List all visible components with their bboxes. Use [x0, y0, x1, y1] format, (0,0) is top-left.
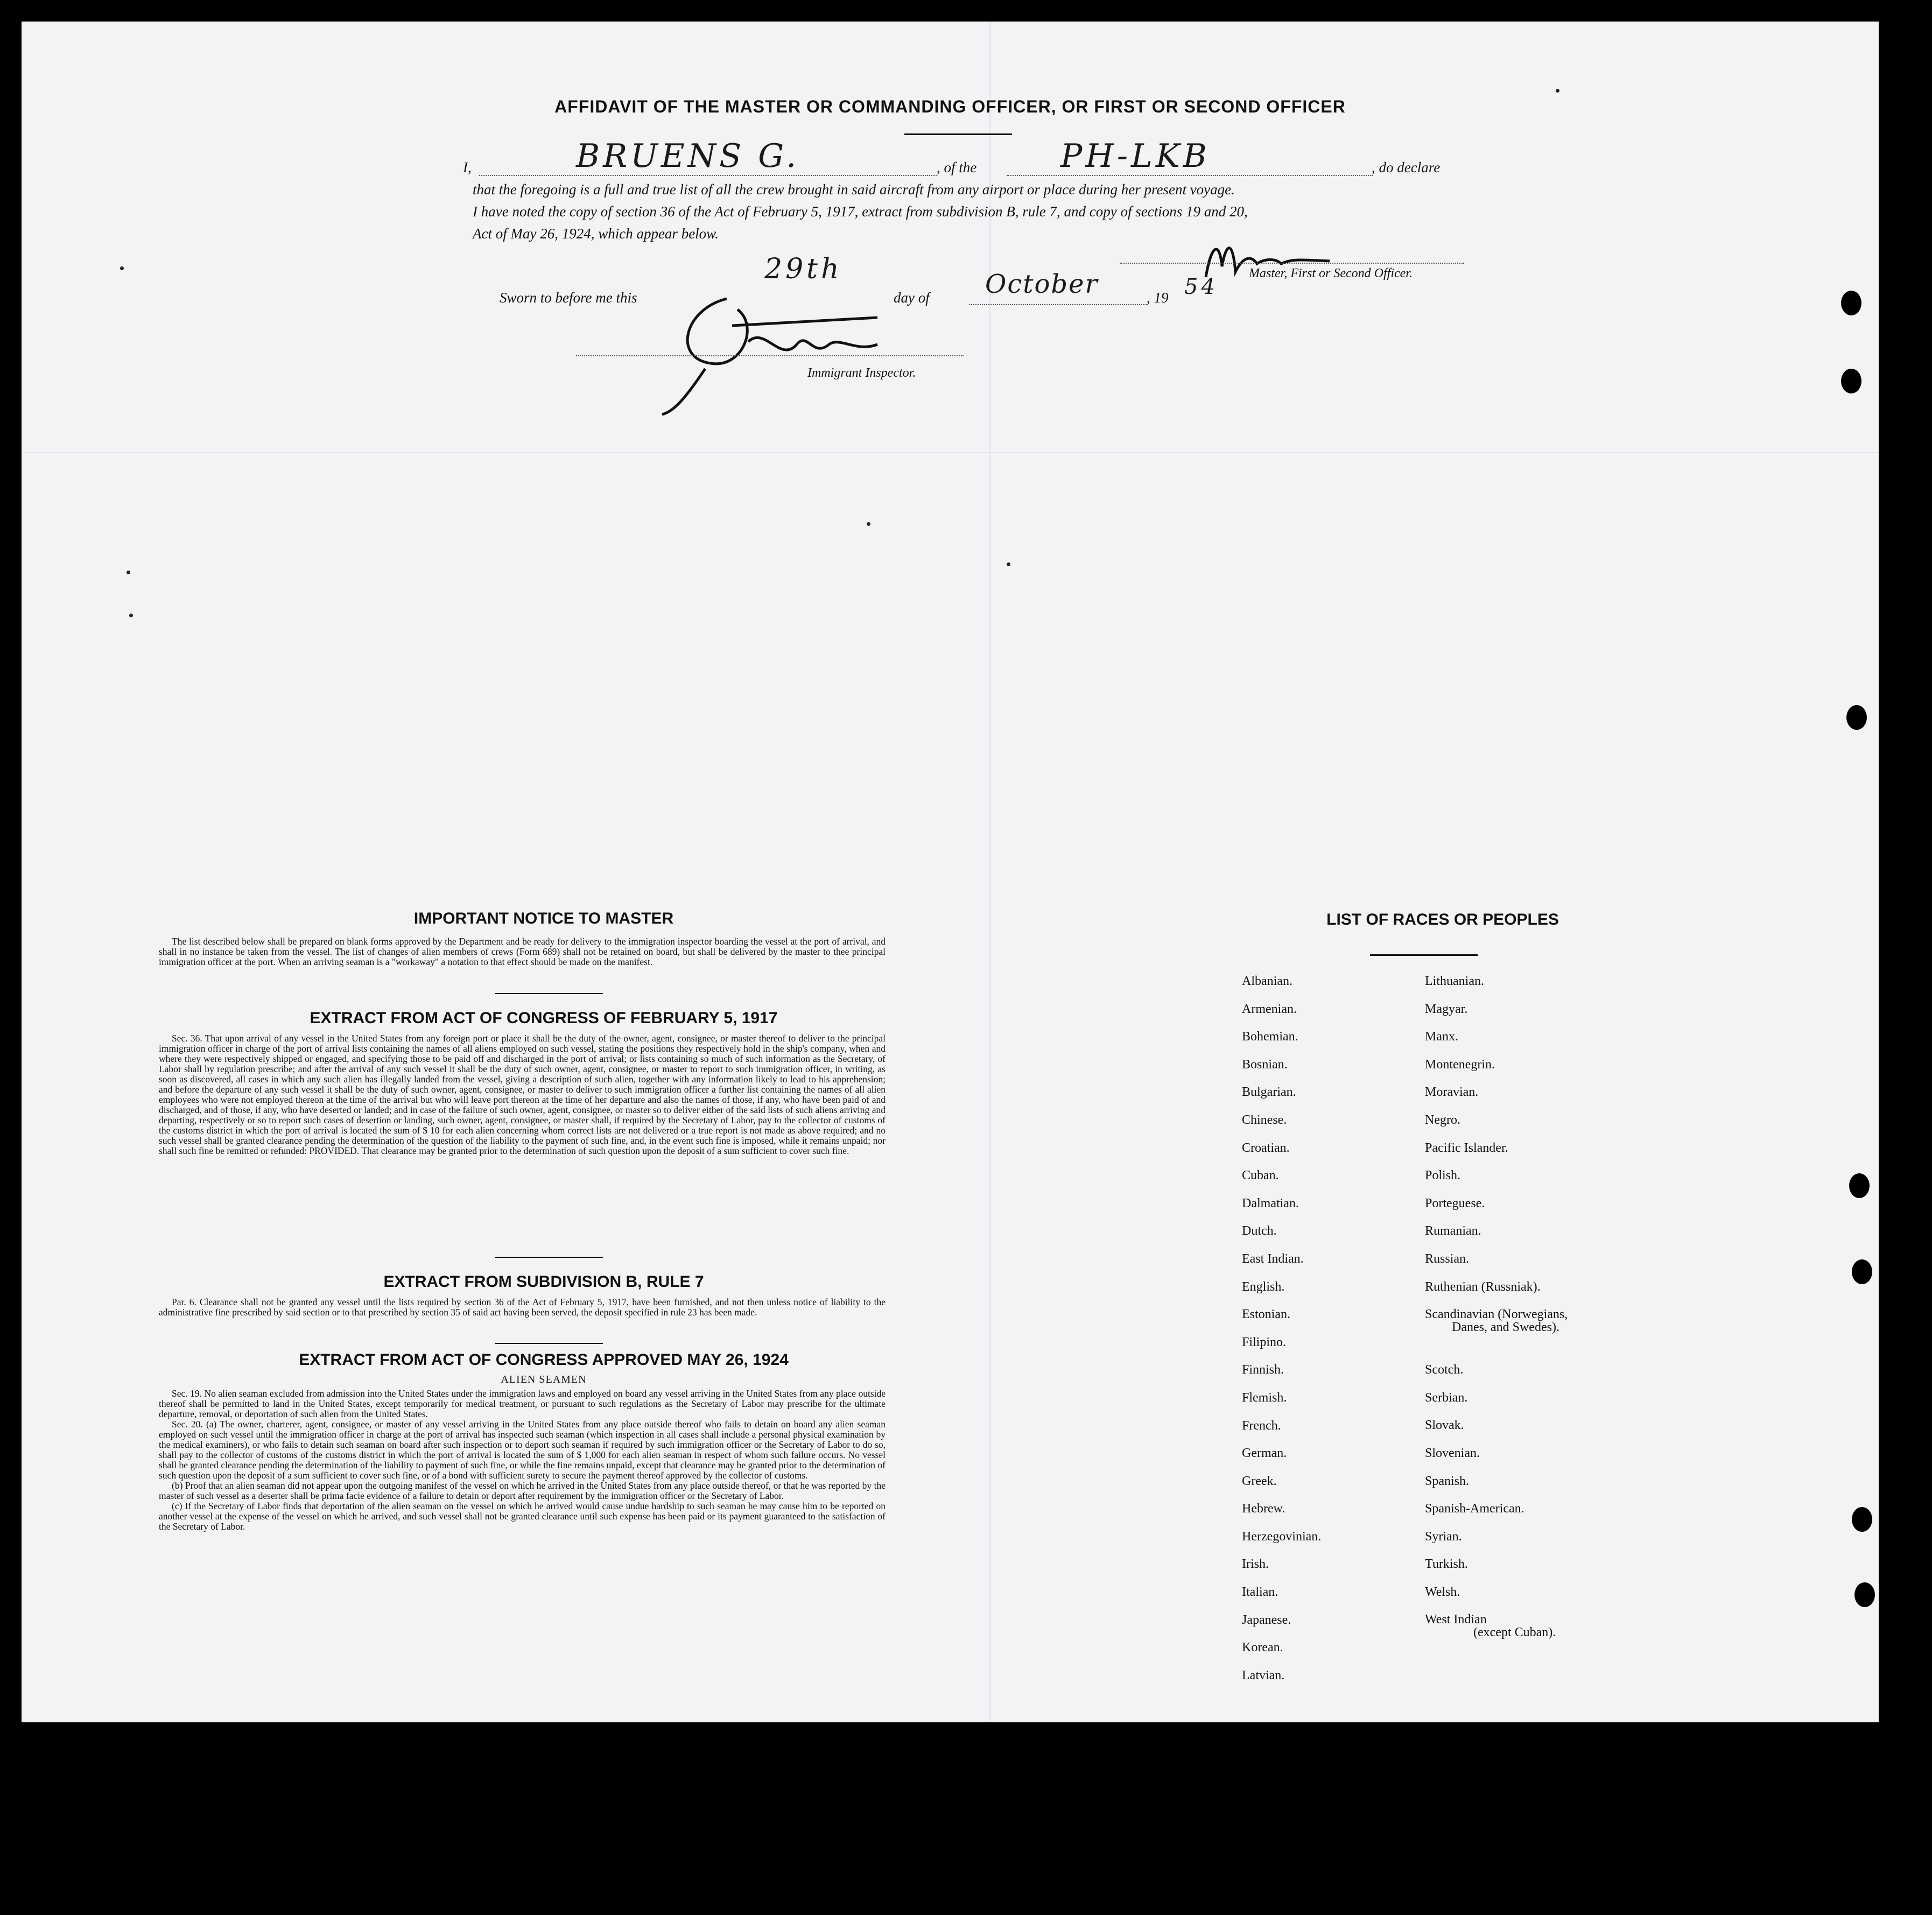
race-item: Magyar. — [1425, 1002, 1468, 1016]
race-item: Croatian. — [1242, 1140, 1290, 1155]
race-item: Japanese. — [1242, 1613, 1291, 1627]
document-page — [22, 22, 1879, 1722]
race-item: Chinese. — [1242, 1113, 1287, 1127]
sworn-text: Sworn to before me this — [500, 290, 637, 306]
affidavit-title: AFFIDAVIT OF THE MASTER OR COMMANDING OFFICER, OR FIRST OR SECOND OFFICER — [554, 97, 1346, 116]
extract-1924-title: EXTRACT FROM ACT OF CONGRESS APPROVED MAY 26, 1924 — [299, 1351, 789, 1369]
speck — [1556, 89, 1559, 93]
race-item: German. — [1242, 1446, 1287, 1461]
race-item: Irish. — [1242, 1557, 1269, 1572]
aircraft-line — [1007, 175, 1373, 176]
speck — [120, 266, 124, 270]
race-item: Pacific Islander. — [1425, 1140, 1508, 1155]
sworn-month-handwritten: October — [985, 269, 1099, 299]
signature-line — [1120, 263, 1464, 264]
master-signature — [1200, 234, 1340, 293]
races-title: LIST OF RACES OR PEOPLES — [1326, 911, 1559, 928]
master-name-handwritten: BRUENS G. — [576, 137, 800, 175]
sworn-year-prefix: , 19 — [1147, 290, 1169, 306]
sworn-year-handwritten: 54 — [1184, 274, 1218, 299]
race-item: Korean. — [1242, 1641, 1283, 1655]
race-item: Turkish. — [1425, 1557, 1468, 1572]
rule7-title: EXTRACT FROM SUBDIVISION B, RULE 7 — [383, 1273, 704, 1291]
speck — [1007, 562, 1010, 566]
race-item: English. — [1242, 1279, 1285, 1294]
extract-1917-text: Sec. 36. That upon arrival of any vessel in the United States from any foreign port or place it shall be the duty of the owner, agent, consignee, or master thereof to deliver to the principal immigration officer in charge of the port of arrival lists containing the names of all aliens employed on such vessel, stating the positions they respectively hold in the ship's company, when and where they were respectively shipped or engaged, and specifying those to be paid off and discharged in the port of arrival; or lists containing so much of such information as the Secretary, of Labor shall by regulation prescribe; and after the arrival of any such vessel it shall be the duty of such owner, agent, consignee, or master to report to such immigration officer, in writing, as soon as discovered, all cases in which any such alien has illegally landed from the vessel, giving a description of such alien, together with any information likely to lead to his apprehension; and before the departure of any such vessel it shall be the duty of such owner, agent, consignee, or master to deliver to such immigration officer a further list containing the names of all alien employees who were not employed thereon at the time of the arrival but who will leave port thereon at the time of her departure and also the names of those, if any, who have been paid of and discharged, and of those, if any, who have deserted or landed; and in case of the failure of such owner, agent, consignee, or master so to deliver either of the said lists of such aliens arriving and departing, respectively or so to report such cases of desertion or landing, such owner, agent, consignee, or master shall, if required by the Secretary of Labor, pay to the collector of customs of the customs district in which the port of arrival is located the sum of $ 10 for each alien concerning whom correct lists are not delivered or a true report is not made as above required; and no such vessel shall be granted clearance pending the determination of the question of the liability to the payment of such fine, and, in the event such fine is imposed, while it remains unpaid; nor shall such fine be remitted or refunded: PROVIDED. That clearance may be granted prior to the determination of such question upon the deposit of a sum sufficient to cover such fine. — [159, 1033, 886, 1156]
race-item: Porteguese. — [1425, 1196, 1485, 1210]
name-line — [479, 175, 937, 176]
race-item: Syrian. — [1425, 1529, 1462, 1544]
race-item-continuation: Danes, and Swedes). — [1452, 1320, 1559, 1335]
race-item: Scandinavian (Norwegians, — [1425, 1307, 1568, 1322]
race-item: Albanian. — [1242, 974, 1292, 988]
race-item: Bulgarian. — [1242, 1085, 1296, 1100]
rule — [495, 1343, 603, 1344]
race-item: Estonian. — [1242, 1307, 1290, 1322]
affidavit-of-the: , of the — [937, 159, 977, 175]
alien-seamen-subtitle: ALIEN SEAMEN — [501, 1374, 587, 1385]
inspector-label: Immigrant Inspector. — [807, 366, 916, 380]
race-item: Ruthenian (Russniak). — [1425, 1279, 1541, 1294]
race-item: Serbian. — [1425, 1390, 1468, 1405]
inspector-line — [576, 355, 964, 356]
race-item: Flemish. — [1242, 1390, 1287, 1405]
race-item: Bosnian. — [1242, 1057, 1288, 1072]
race-item: Finnish. — [1242, 1363, 1284, 1377]
race-item: Cuban. — [1242, 1168, 1279, 1183]
race-item: Greek. — [1242, 1474, 1277, 1488]
extract-1917-title: EXTRACT FROM ACT OF CONGRESS OF FEBRUARY 5, 1917 — [310, 1009, 778, 1027]
race-item: West Indian — [1425, 1613, 1487, 1627]
punch-hole — [1846, 705, 1867, 730]
speck — [867, 522, 870, 526]
punch-hole — [1852, 1259, 1872, 1284]
race-item: Rumanian. — [1425, 1224, 1481, 1238]
race-item: Hebrew. — [1242, 1502, 1285, 1516]
notice-text: The list described below shall be prepared on blank forms approved by the Department and be ready for delivery to the immigration inspector boarding the vessel at the port of arrival, and shall in no instance be taken from the vessel. The list of changes of alien members of crews (Form 689) shall not be retained on board, but shall be delivered by the master to thee principal immigration officer at the port. When an arriving seaman is a "workaway" a notation to that effect should be made on the manifest. — [159, 936, 886, 967]
race-item: Polish. — [1425, 1168, 1461, 1183]
rule7-text: Par. 6. Clearance shall not be granted any vessel until the lists required by section 36 of the Act of February 5, 1917, have been furnished, and not then unless notice of liability to the administrative fine prescribed by said section or to that prescribed by section 35 of said act having been served, the deposit specified in rule 23 has been made. — [159, 1297, 886, 1318]
title-rule — [904, 133, 1012, 135]
extract-1924-text: Sec. 19. No alien seaman excluded from admission into the United States under the immigration laws and employed on board any vessel arriving in the United States from any place outside thereof shall be permitted to land in the United States, except temporarily for medical treatment, or pursuant to such regulations as the Secretary of Labor may prescribe for the ultimate departure, removal, or deportation of such alien from the United States. Sec. 20. (a) The owner, charterer, agent, consignee, or master of any vessel arriving in the United States from any place outside thereof who fails to detain on board any alien seaman employed on such vessel until the immigration officer in charge at the port of arrival has inspected such seaman (which inspection in all cases shall include a personal physical examination by the medical examiners), or who fails to detain such seaman on board after such inspection or to deport such seaman if required by such immigration officer or the Secretary of Labor to do so, shall pay to the collector of customs of the customs district in which the port of arrival is located the sum of $ 1,000 for each alien seaman in respect of whom such failure occurs. No vessel shall be granted clearance pending the determination of the liability to payment of such fine, or while the fine remains unpaid, except that clearance may be granted prior to the determination of such question upon the deposit of a sum sufficient to cover such fine, or of a bond with sufficient surety to secure the payment thereof approved by the collector of customs. (b) Proof that an alien seaman did not appear upon the outgoing manifest of the vessel on which he arrived in the United States from any place outside thereof, or that he was reported by the master of such vessel as a deserter shall be prima facie evidence of a failure to detain or deport after requirement by the immigration officer or the Secretary of Labor. (c) If the Secretary of Labor finds that deportation of the alien seaman on the vessel on which he arrived would cause undue hardship to such seaman he may cause him to be reported on another vessel at the expense of the vessel on which he arrived, and such vessel shall not be granted clearance until such expense has been paid or its payment guaranteed to the satisfaction of the Secretary of Labor. — [159, 1388, 886, 1532]
races-left-column — [1242, 974, 1321, 1696]
race-item: Spanish. — [1425, 1474, 1470, 1488]
race-item: Russian. — [1425, 1251, 1470, 1266]
race-item: Lithuanian. — [1425, 974, 1484, 988]
punch-hole — [1854, 1582, 1875, 1607]
affidavit-i: I, — [463, 159, 472, 175]
race-item: Montenegrin. — [1425, 1057, 1495, 1072]
race-item: Negro. — [1425, 1113, 1460, 1127]
notice-title: IMPORTANT NOTICE TO MASTER — [413, 910, 674, 927]
punch-hole — [1841, 291, 1861, 315]
affidavit-line-2: that the foregoing is a full and true list of all the crew brought in said aircraft from any airport or place during her present voyage. — [473, 181, 1235, 198]
race-item: Filipino. — [1242, 1335, 1287, 1349]
race-item: Manx. — [1425, 1030, 1458, 1044]
master-signature-label: Master, First or Second Officer. — [1249, 266, 1413, 280]
race-item: Slovak. — [1425, 1418, 1464, 1433]
race-item: Moravian. — [1425, 1085, 1479, 1100]
race-item: Spanish-American. — [1425, 1502, 1524, 1516]
race-item: Herzegovinian. — [1242, 1529, 1322, 1544]
speck — [129, 614, 133, 617]
punch-hole — [1852, 1507, 1872, 1532]
rule — [495, 993, 603, 994]
rule — [495, 1257, 603, 1258]
race-item-continuation: (except Cuban). — [1473, 1625, 1556, 1640]
aircraft-handwritten: PH-LKB — [1060, 137, 1210, 175]
race-item: Latvian. — [1242, 1668, 1285, 1682]
affidavit-line-3: I have noted the copy of section 36 of the Act of February 5, 1917, extract from subdivision B, rule 7, and copy of sections 19 and 20, — [473, 203, 1248, 220]
race-item: East Indian. — [1242, 1251, 1304, 1266]
month-line — [969, 304, 1147, 305]
races-rule — [1370, 954, 1478, 956]
race-item: Scotch. — [1425, 1363, 1464, 1377]
race-item: Dalmatian. — [1242, 1196, 1299, 1210]
sworn-day-handwritten: 29th — [764, 253, 842, 285]
race-item: Armenian. — [1242, 1002, 1297, 1016]
race-item: Welsh. — [1425, 1585, 1460, 1599]
races-right-column — [1425, 974, 1568, 1653]
punch-hole — [1849, 1173, 1870, 1198]
race-item: Dutch. — [1242, 1224, 1277, 1238]
race-item: French. — [1242, 1418, 1281, 1433]
sworn-day-of: day of — [894, 290, 930, 306]
punch-hole — [1841, 369, 1861, 393]
affidavit-line-4: Act of May 26, 1924, which appear below. — [473, 226, 719, 242]
race-item: Bohemian. — [1242, 1030, 1298, 1044]
race-item: Slovenian. — [1425, 1446, 1480, 1460]
affidavit-do-declare: , do declare — [1372, 159, 1441, 175]
race-item: Italian. — [1242, 1585, 1278, 1600]
speck — [127, 571, 130, 574]
fold-line-horizontal — [22, 452, 1879, 453]
